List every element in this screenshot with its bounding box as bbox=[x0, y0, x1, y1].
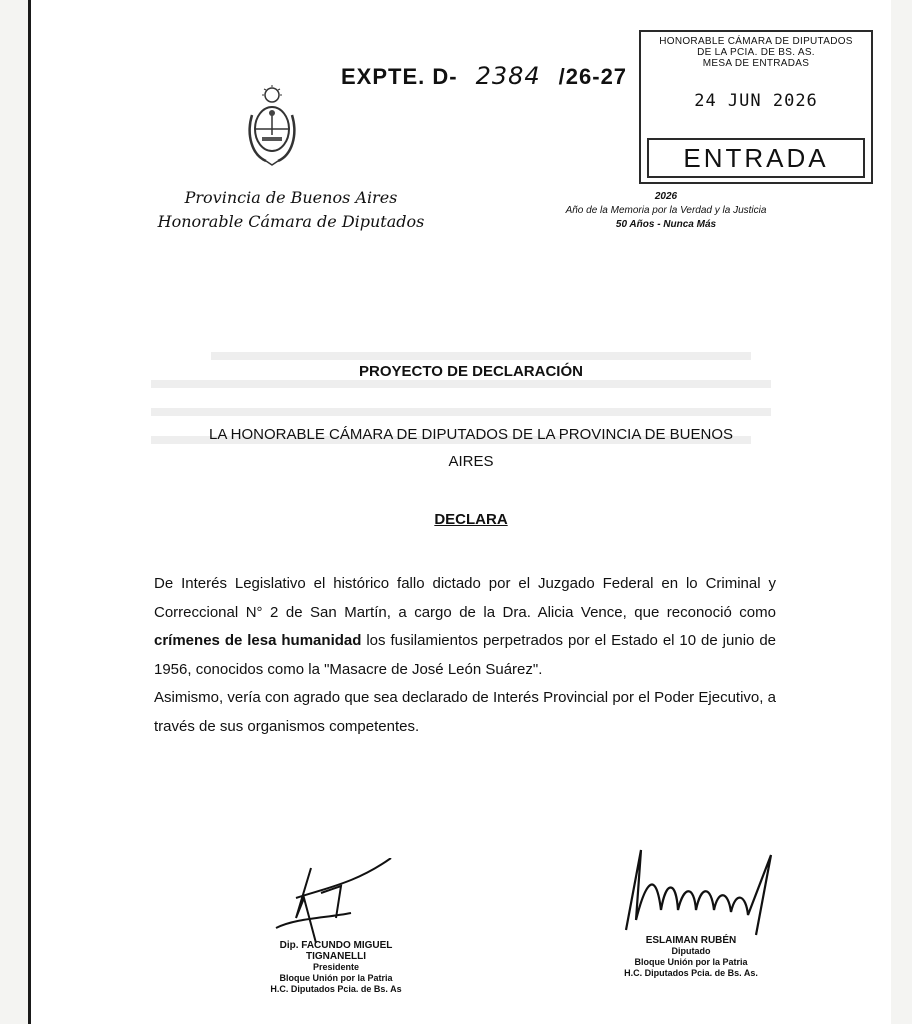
signature-left-scribble bbox=[256, 858, 396, 953]
signer-right-bloc: Bloque Unión por la Patria bbox=[634, 957, 748, 967]
signer-left-role: Presidente bbox=[312, 962, 360, 972]
expediente-suffix: /26-27 bbox=[558, 64, 628, 89]
expediente-number bbox=[341, 62, 627, 90]
chamber-heading-line-1: LA HONORABLE CÁMARA DE DIPUTADOS DE LA PROVINCIA DE BUENOS bbox=[208, 426, 734, 443]
chamber-name: Honorable Cámara de Diputados bbox=[157, 212, 425, 231]
stamp-date: 24 JUN 2026 bbox=[694, 91, 818, 111]
declaration-paragraph-1 bbox=[154, 570, 776, 684]
signature-right bbox=[611, 935, 771, 979]
province-name: Provincia de Buenos Aires bbox=[184, 188, 398, 207]
expediente-handwritten-number: 2384 bbox=[475, 62, 541, 90]
year-slogan-line-1: Año de la Memoria por la Verdad y la Justicia bbox=[565, 205, 767, 216]
stamp-line-2: DE LA PCIA. DE BS. AS. bbox=[697, 47, 815, 58]
signer-right-house: H.C. Diputados Pcia. de Bs. As. bbox=[624, 968, 758, 978]
signer-left-bloc: Bloque Unión por la Patria bbox=[279, 973, 393, 983]
stamp-entrada-label: ENTRADA bbox=[647, 138, 865, 178]
paragraph-1-text-a: De Interés Legislativo el histórico fallo dictado por el Juzgado Federal en lo Criminal y Correccional N° 2 de San Martín, a cargo de la Dra. Alicia Vence, que reconoció como bbox=[154, 575, 776, 621]
reception-stamp bbox=[639, 30, 873, 184]
year-slogan-line-2: 50 Años - Nunca Más bbox=[615, 219, 717, 230]
stamp-line-3: MESA DE ENTRADAS bbox=[702, 58, 810, 69]
chamber-heading-line-2: AIRES bbox=[448, 453, 494, 470]
signer-right-name: ESLAIMAN RUBÉN bbox=[645, 935, 737, 946]
chamber-heading bbox=[151, 421, 791, 475]
declaration-body bbox=[154, 570, 776, 741]
paragraph-1-emphasis: crímenes de lesa humanidad bbox=[154, 632, 362, 649]
coat-of-arms-icon bbox=[246, 85, 298, 169]
expediente-prefix: EXPTE. D- bbox=[341, 64, 458, 89]
document-title: PROYECTO DE DECLARACIÓN bbox=[359, 363, 583, 380]
signer-right-role: Diputado bbox=[671, 946, 711, 956]
letterhead bbox=[121, 186, 461, 234]
signature-right-scribble bbox=[606, 840, 786, 940]
paragraph-1-text-b: los fusilamientos perpetrados por el Estado el 10 de junio de 1956, conocidos como la "Masacre de José León Suárez". bbox=[154, 632, 776, 678]
signer-left-house: H.C. Diputados Pcia. de Bs. As bbox=[270, 984, 402, 994]
document-page bbox=[28, 0, 891, 1024]
year: 2026 bbox=[654, 191, 678, 202]
stamp-line-1: HONORABLE CÁMARA DE DIPUTADOS bbox=[659, 36, 853, 47]
declaration-paragraph-2: Asimismo, vería con agrado que sea declarado de Interés Provincial por el Poder Ejecutivo, a través de sus organismos competentes. bbox=[154, 689, 776, 735]
declara-heading: DECLARA bbox=[434, 511, 508, 528]
signer-left-name: Dip. FACUNDO MIGUEL TIGNANELLI bbox=[279, 940, 393, 962]
signature-left bbox=[251, 940, 421, 995]
stamp-header bbox=[641, 36, 871, 69]
year-slogan bbox=[506, 190, 826, 232]
